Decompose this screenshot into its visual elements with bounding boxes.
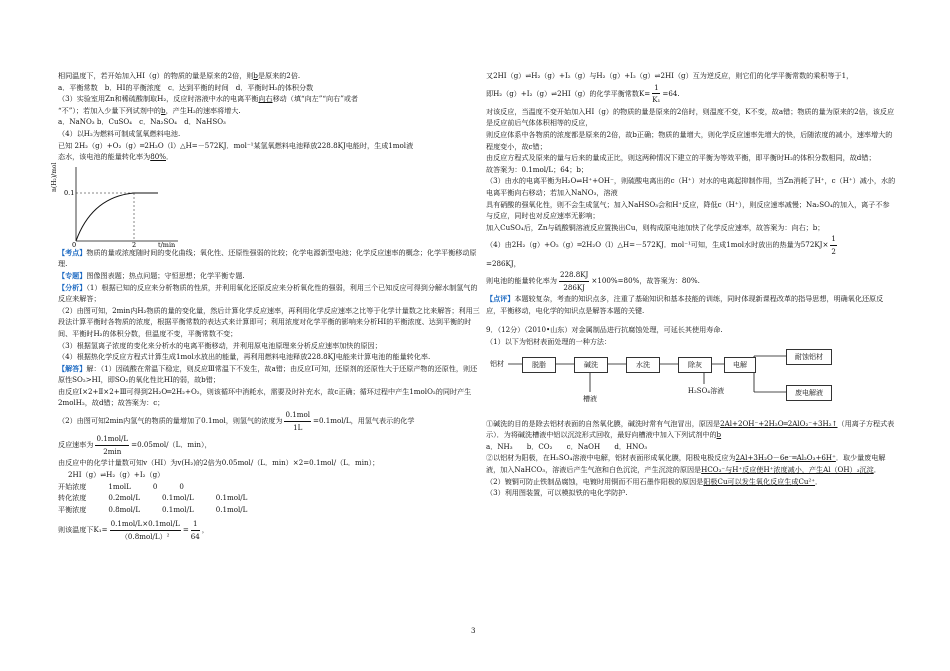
fraction: $\frac{\text{0.1mol}}{1L}$ [285,410,311,432]
table-row: 转化浓度 0.2mol/L 0.1mol/L 0.1mol/L [58,493,248,503]
fenxi-2: （2）由图可知，2min内H₂物质的量的变化量，然后计算化学反应速率，再利用化学反应速率之比等于化学计量数之比来解答；利用三段法计算平衡时各物质的浓度，根据平衡常数的表达式来计算即可；利用浓度对化学平衡的影响来分析HI的平衡浓度、达到平衡的时间、平衡时H₂的体积分数，但温度不变，平衡常数不变； [58,305,480,338]
right-column [486,70,896,499]
flow-step-degrease: 脱脂 [522,357,556,373]
flow-h2so4: H₂SO₄溶液 [682,384,730,398]
r-line: （4）由2H₂（g）+O₂（g）═2H₂O（l）△H=－572KJ．mol⁻¹可知，生成1mol水时放出的热量为572KJ× $\frac{1}{2}$ [486,234,836,256]
flow-step-water-wash: 水洗 [626,357,660,373]
flow-bath-liquid: 槽液 [574,392,606,406]
q-line: （3）实验室用Zn和稀硫酸制取H₂，反应时溶液中水的电离平衡向右移动（填“向左”“向右”或者 [58,94,359,104]
x-tick: 2 [132,240,137,249]
fenxi-3: （3）根据氢离子浓度的变化来分析水的电离平衡移动，并利用原电池原理来分析反应速率加快的原因； [58,340,382,350]
answer-3: （2）镀铜可防止铁制品腐蚀，电镀时用铜而不用石墨作阳极的原因是阳极Cu可以发生氧化反应生成Cu²⁺． [486,476,823,486]
kaodian: 【考点】物质的量或浓度随时间的变化曲线；氧化性、还原性强弱的比较；化学电源新型电池；化学反应速率的概念；化学平衡移动原理. [58,247,477,269]
question-9-1: （1）以下为铝材表面处理的一种方法： [486,337,612,347]
page-number: 3 [471,627,476,635]
left-column [51,70,480,543]
table-row: 平衡浓度 0.8mol/L 0.1mol/L 0.1mol/L [58,504,248,514]
r-line: 具有硝酸的强氧化性，则不会生成氢气；加入NaHSO₃会和H⁺反应，降低c（H⁺），则反应速率减慢；Na₂SO₄的加入，离子不参与反应，同时也对反应速率无影响； [486,199,890,221]
flow-step-electrolysis: 电解 [724,357,756,373]
question-9: 9．（12分）（2010•山东）对金属制品进行抗腐蚀处理，可延长其使用寿命. [486,325,723,335]
answer-options: a．NH₃ b．CO₂ c．NaOH d．HNO₃ [486,441,648,451]
fraction: $\frac{\text{0.1mol/L}}{2\min}$ [96,434,129,456]
fraction: $\frac{1}{64}$ [190,519,200,541]
k1-calc: 则该温度下K₁= $\frac{\text{0.1mol/L×0.1mol/L}}{\text{（0.8mol/L）²}}$ = $\frac{1}{64}$ ， [58,519,209,541]
table-row: 开始浓度 1molL 0 0 [58,481,184,491]
q-line: 已知 2H₂（g）+O₂（g）═2H₂O（l）△H=－572KJ．mol⁻¹某氢氧燃料电池释放228.8KJ电能时，生成1mol液 [58,140,414,150]
equilibrium-equation: 2HI（g）⇌H₂（g）+I₂（g） [68,470,165,480]
r-line: 又2HI（g）⇌H₂（g）+I₂（g）与H₂（g）+I₂（g）⇌2HI（g）互为逆反应，则它们的化学平衡常数的乘积等于1， [486,71,854,80]
r-line: =286KJ， [486,258,521,268]
r-line: 加入CuSO₄后，Zn与硫酸铜溶液反应置换出Cu，则构成原电池加快了化学反应速率，故答案为：向右；b； [486,222,825,232]
r-line: 故答案为：0.1mol/L；64；b； [486,164,588,174]
q-line: “不”）；若加入少量下列试剂中的b，产生H₂的速率将增大. [58,105,241,115]
flow-diagram [486,348,896,418]
r-line: 则电池的能量转化率为 $\frac{228.8KJ}{286KJ}$ ×100%=80%，故答案为：80%. [486,270,700,292]
fraction: $\frac{1}{\text{K₁}}$ [652,82,661,105]
flow-output-resistant: 耐蚀铝材 [786,349,832,365]
y-label: n(H₂)/mol [51,162,58,192]
r-line: （3）由水的电离平衡为H₂O⇌H⁺+OH⁻，则硫酸电离出的c（H⁺）对水的电离起抑制作用，当Zn消耗了H⁺，c（H⁺）减小，水的电离平衡向右移动；若加入NaNO₃，溶液 [486,176,896,197]
x-origin: 0 [72,240,77,249]
graph-svg [51,162,182,249]
flow-step-alkali-wash: 碱洗 [574,357,608,373]
zhuanti: 【专题】图像图表题；热点问题；守恒思想；化学平衡专题. [58,270,245,280]
r-line: 则反应体系中各物质的浓度都是原来的2倍，故b正确；物质的量增大，则化学反应速率先增大的快，后随浓度的减小，速率增大的程度变小，故c错； [486,129,893,151]
flow-start: 铝材 [486,357,508,371]
jieda-5: 由反应中的化学计量数可知v（HI）为v(H₂)的2倍为0.05mol/（L．min）×2=0.1mol/（L．min）； [58,458,380,468]
jieda-3: （2）由图可知2min内氢气的物质的量增加了0.1mol，则氢气的浓度为 $\frac{\text{0.1mol}}{1L}$ =0.1mol/L，用氢气表示的化学 [58,410,415,432]
flow-output-waste: 废电解液 [786,385,832,401]
answer-4: （3）利用图装置，可以模拟铁的电化学防护. [486,488,628,498]
y-tick: 0.1 [64,188,75,197]
r-line: 由反应方程式及原来的量与后来的量成正比，则这两种情况下建立的平衡为等效平衡，即平衡时H₂的体积分数相同，故d错； [486,153,876,163]
flow-step-ash-removal: 除灰 [678,357,712,373]
q-line: 态水，该电池的能量转化率为80%． [58,152,174,162]
dianping: 【点评】本题较复杂，考查的知识点多，注重了基础知识和基本技能的训练，同时体现新课程改革的指导思想，明确氧化还原反应，平衡移动，电化学的知识点是解答本题的关键. [486,294,884,315]
fenxi-4: （4）根据热化学反应方程式计算生成1mol水放出的能量，再利用燃料电池释放228.8KJ电能来计算电池的能量转化率. [58,352,431,362]
jieda-2: 由反应Ⅰ×2+Ⅱ×2+Ⅲ可得到2H₂O═2H₂+O₂，则该循环中消耗水，需要及时补充水，故c正确；循环过程中产生1molO₂的同时产生2molH₂，故d错；故答案为：c； [58,386,472,408]
jieda: 【解答】解：（1）因硫酸在常温下稳定，则反应Ⅲ常温下不发生，故a错；由反应Ⅰ可知，还原剂的还原性大于还原产物的还原性，则还原性SO₂>HI，即SO₂的氧化性比HI的弱，故b错； [58,363,478,385]
fraction: $\frac{228.8KJ}{286KJ}$ [559,270,589,292]
q-line: 相同温度下，若开始加入HI（g）的物质的量是原来的2倍，则b是原来的2倍. [58,71,301,80]
q-options: a．NaNO₃ b．CuSO₄ c．Na₂SO₄ d．NaHSO₃ [58,117,226,127]
q-line: （4）以H₂为燃料可制成氢氧燃料电池. [58,128,181,138]
answer-1: ①碱洗的目的是除去铝材表面的自然氧化膜，碱洗时常有气泡冒出，原因是2Al+2OH⁻+2H₂O═2AlO₂⁻+3H₂↑（用离子方程式表示）．为将碱洗槽液中铝以沉淀形式回收，最好向槽液中加入下列试剂中的b [486,418,895,440]
fenxi: 【分析】（1）根据已知的反应来分析物质的性质，并利用氧化还原反应来分析氧化性的强弱，利用三个已知反应可得到分解水制氢气的反应来解答； [58,282,478,304]
x-label: t/min [158,240,176,249]
h2-time-graph [51,162,480,249]
q-options: a．平衡常数 b．HI的平衡浓度 c．达到平衡的时间 d．平衡时H₂的体积分数 [58,82,314,92]
jieda-4: 反应速率为 $\frac{\text{0.1mol/L}}{2\min}$ =0.05mol/（L．min）， [58,434,212,456]
fraction: $\frac{\text{0.1mol/L×0.1mol/L}}{\text{（0.8mol/L）²}}$ [110,519,180,541]
r-line: 即H₂（g）+I₂（g）⇌2HI（g）的化学平衡常数K= $\frac{1}{\text{K₁}}$ =64. [486,82,680,105]
answer-2: ②以铝材为阳极，在H₂SO₄溶液中电解，铝材表面形成氧化膜，阳极电极反应为2Al+3H₂O－6e⁻═Al₂O₃+6H⁺．取少量废电解液，加入NaHCO₃，溶液后产生气泡和白色沉淀，产生沉淀的原因是HCO₃⁻与H⁺反应使H⁺浓度减小，产生Al（OH）₃沉淀． [486,453,886,475]
h2-curve [76,193,158,241]
r-line: 对该反应，当温度不变开始加入HI（g）的物质的量是原来的2倍时，则温度不变，K不变，故a错；物质的量为原来的2倍，该反应是反应前后气体体积相等的反应， [486,106,895,128]
fraction: $\frac{1}{2}$ [831,234,836,256]
